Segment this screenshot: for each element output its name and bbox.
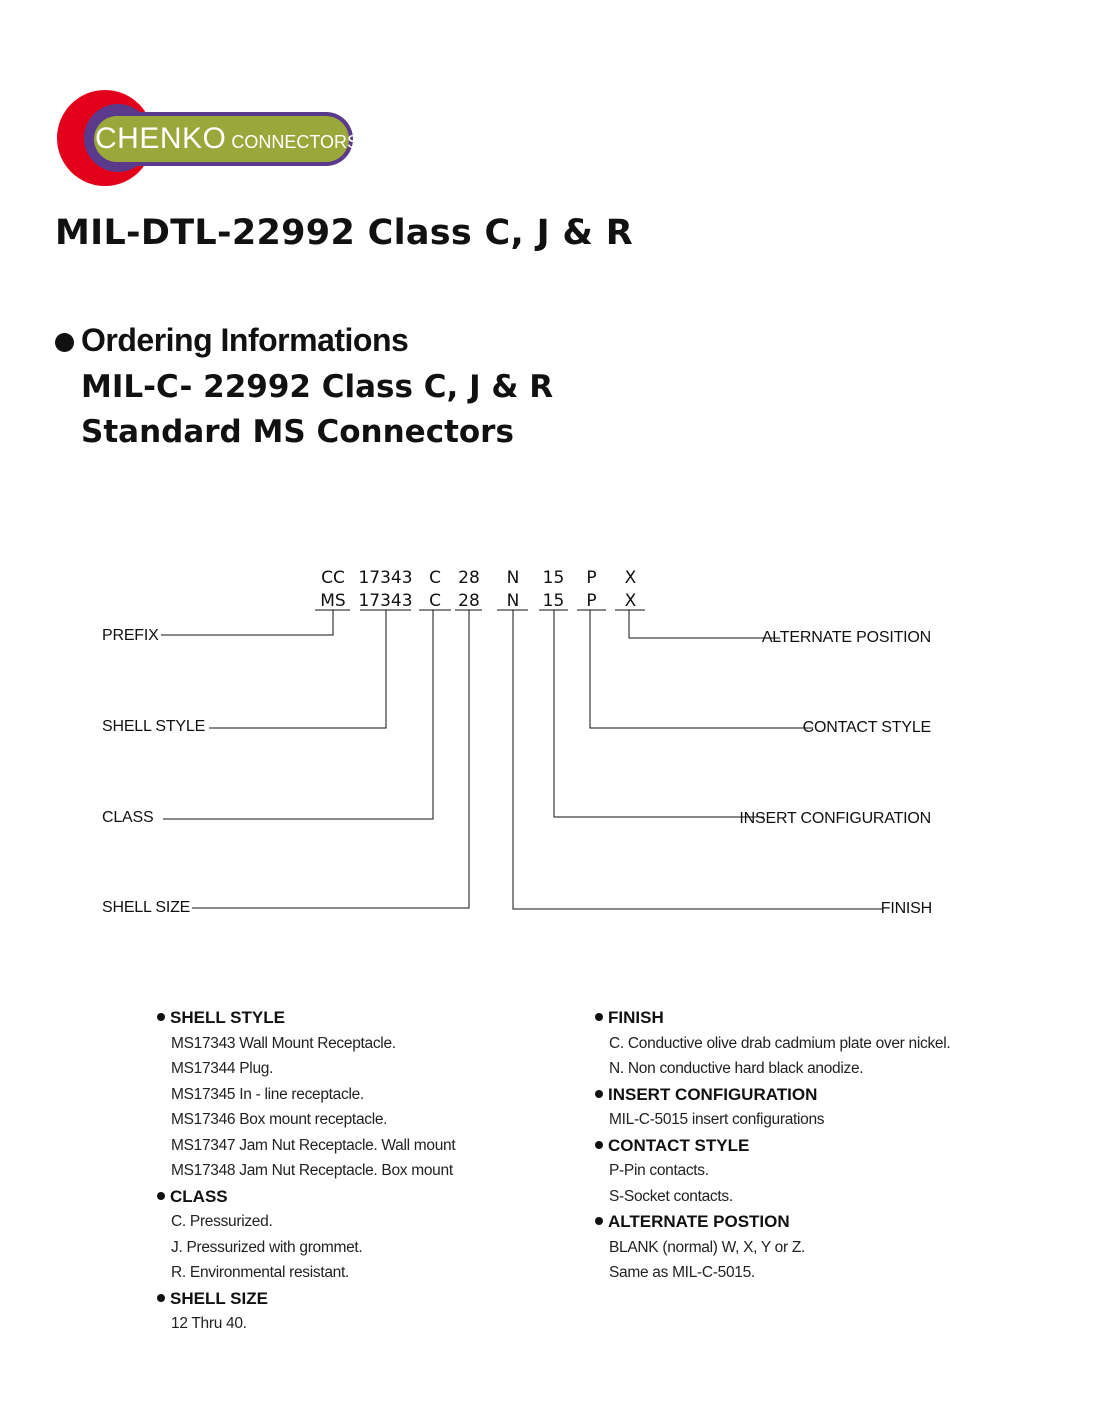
label-insert-configuration: INSERT CONFIGURATION bbox=[739, 810, 931, 827]
code-cc-alternate: X bbox=[624, 568, 637, 588]
list-item: MS17348 Jam Nut Receptacle. Box mount bbox=[171, 1162, 453, 1179]
left-definitions bbox=[157, 1005, 455, 1337]
bullet-icon bbox=[595, 1217, 603, 1225]
list-item: MS17346 Box mount receptacle. bbox=[171, 1111, 388, 1128]
section-heading-insert-configuration: INSERT CONFIGURATION bbox=[595, 1082, 950, 1108]
logo-brand: CHENKO bbox=[95, 122, 227, 155]
list-item: P-Pin contacts. bbox=[609, 1162, 709, 1179]
label-contact-style: CONTACT STYLE bbox=[802, 719, 931, 736]
part-number-diagram bbox=[0, 555, 1119, 935]
section-heading-shell-size: SHELL SIZE bbox=[157, 1286, 455, 1312]
logo-sub: CONNECTORS bbox=[231, 132, 360, 152]
section-heading-contact-style: CONTACT STYLE bbox=[595, 1133, 950, 1159]
ordering-subtitle-1: MIL-C- 22992 Class C, J & R bbox=[81, 369, 554, 405]
bullet-icon bbox=[595, 1141, 603, 1149]
list-item: MIL-C-5015 insert configurations bbox=[609, 1111, 825, 1128]
list-item: MS17344 Plug. bbox=[171, 1060, 274, 1077]
ordering-subtitle-2: Standard MS Connectors bbox=[81, 414, 514, 450]
document-title: MIL-DTL-22992 Class C, J & R bbox=[55, 213, 633, 253]
code-cc-insert: 15 bbox=[542, 568, 565, 588]
list-item: R. Environmental resistant. bbox=[171, 1264, 349, 1281]
label-shell-style: SHELL STYLE bbox=[102, 718, 206, 735]
code-ms-contact: P bbox=[586, 591, 597, 611]
bullet-icon bbox=[55, 333, 74, 352]
section-heading-finish: FINISH bbox=[595, 1005, 950, 1031]
list-item: C. Pressurized. bbox=[171, 1213, 273, 1230]
list-item: N. Non conductive hard black anodize. bbox=[609, 1060, 864, 1077]
label-finish: FINISH bbox=[880, 900, 932, 917]
label-shell-size: SHELL SIZE bbox=[102, 899, 191, 916]
label-prefix: PREFIX bbox=[102, 627, 159, 644]
list-item: BLANK (normal) W, X, Y or Z. bbox=[609, 1238, 806, 1256]
list-item: C. Conductive olive drab cadmium plate over nickel. bbox=[609, 1034, 951, 1052]
bullet-icon bbox=[157, 1013, 165, 1021]
logo-wordmark bbox=[95, 122, 359, 156]
diagram-lines bbox=[0, 555, 1119, 935]
code-cc-contact: P bbox=[586, 568, 597, 588]
list-item: J. Pressurized with grommet. bbox=[171, 1238, 363, 1256]
list-item: MS17347 Jam Nut Receptacle. Wall mount bbox=[171, 1136, 456, 1154]
code-ms-prefix: MS bbox=[320, 591, 346, 611]
ordering-heading: Ordering Informations bbox=[81, 322, 409, 358]
code-ms-shell-size: 28 bbox=[458, 591, 480, 611]
label-class: CLASS bbox=[102, 809, 154, 826]
list-item: 12 Thru 40. bbox=[171, 1315, 247, 1332]
right-definitions bbox=[595, 1005, 950, 1286]
section-heading-alternate-position: ALTERNATE POSTION bbox=[595, 1209, 950, 1235]
section-heading-class: CLASS bbox=[157, 1184, 455, 1210]
code-cc-shell-size: 28 bbox=[458, 568, 480, 588]
chenko-logo bbox=[55, 88, 360, 188]
section-heading-shell-style: SHELL STYLE bbox=[157, 1005, 455, 1031]
list-item: MS17343 Wall Mount Receptacle. bbox=[171, 1034, 396, 1052]
list-item: Same as MIL-C-5015. bbox=[609, 1264, 755, 1281]
bullet-icon bbox=[595, 1013, 603, 1021]
bullet-icon bbox=[157, 1192, 165, 1200]
code-cc-finish: N bbox=[506, 568, 520, 588]
list-item: MS17345 In - line receptacle. bbox=[171, 1085, 364, 1103]
label-alternate-position: ALTERNATE POSITION bbox=[761, 629, 931, 646]
code-cc-class: C bbox=[429, 568, 441, 588]
bullet-icon bbox=[595, 1090, 603, 1098]
code-ms-insert: 15 bbox=[542, 591, 565, 611]
code-ms-class: C bbox=[429, 591, 441, 611]
list-item: S-Socket contacts. bbox=[609, 1187, 733, 1205]
code-ms-shell-style: 17343 bbox=[358, 591, 413, 611]
code-cc-shell-style: 17343 bbox=[358, 568, 413, 588]
code-cc-prefix: CC bbox=[321, 568, 345, 588]
code-ms-alternate: X bbox=[624, 591, 637, 611]
bullet-icon bbox=[157, 1294, 165, 1302]
code-ms-finish: N bbox=[506, 591, 520, 611]
